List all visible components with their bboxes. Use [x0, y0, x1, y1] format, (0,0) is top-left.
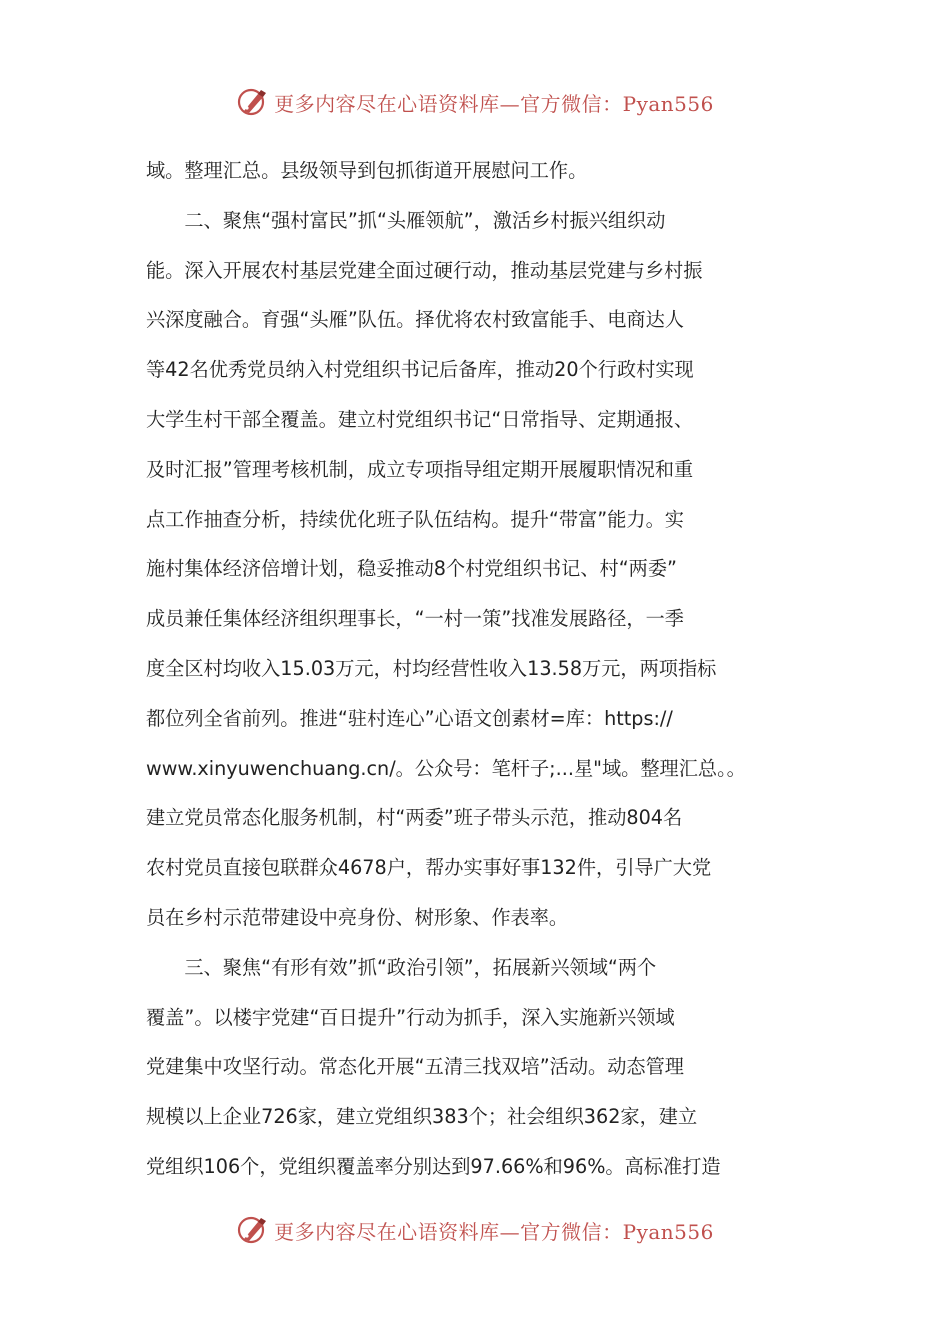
text-line: 成员兼任集体经济组织理事长，“一村一策”找准发展路径，一季 [146, 607, 684, 631]
text-line: 及时汇报”管理考核机制，成立专项指导组定期开展履职情况和重 [146, 457, 694, 481]
text-line: 点工作抽查分析，持续优化班子队伍结构。提升“带富”能力。实 [146, 507, 684, 531]
banner-text: 更多内容尽在心语资料库—官方微信：Pyan556 [274, 1219, 714, 1244]
text-line: 能。深入开展农村基层党建全面过硬行动，推动基层党建与乡村振 [146, 258, 703, 282]
text-line: 员在乡村示范带建设中亮身份、树形象、作表率。 [146, 905, 569, 929]
text-line: www.xinyuwenchuang.cn/。公众号：笔杆子;...星"域。整理汇总。。 [146, 756, 746, 780]
text-line: 域。整理汇总。县级领导到包抓街道开展慰问工作。 [146, 159, 588, 182]
text-line: 党组织106个，党组织覆盖率分别达到97.66%和96%。高标准打造 [146, 1154, 721, 1178]
document-body [146, 146, 806, 1192]
text-line: 兴深度融合。育强“头雁”队伍。择优将农村致富能手、电商达人 [146, 308, 684, 332]
footer-banner [0, 1208, 950, 1252]
text-line: 施村集体经济倍增计划，稳妥推动8个村党组织书记、村“两委” [146, 557, 677, 581]
text-line: 党建集中攻坚行动。常态化开展“五清三找双培”活动。动态管理 [146, 1055, 684, 1079]
text-line: 二、聚焦“强村富民”抓“头雁领航”，激活乡村振兴组织动 [146, 208, 666, 232]
header-banner [0, 80, 950, 124]
text-line: 等42名优秀党员纳入村党组织书记后备库，推动20个行政村实现 [146, 358, 694, 382]
text-line: 覆盖”。以楼宇党建“百日提升”行动为抓手，深入实施新兴领域 [146, 1005, 675, 1029]
text-line: 都位列全省前列。推进“驻村连心”心语文创素材=库：https:// [146, 706, 673, 730]
pen-nib-logo-icon [236, 85, 270, 119]
text-line: 农村党员直接包联群众4678户，帮办实事好事132件，引导广大党 [146, 856, 712, 880]
text-line: 度全区村均收入15.03万元，村均经营性收入13.58万元，两项指标 [146, 656, 717, 680]
text-line: 三、聚焦“有形有效”抓“政治引领”，拓展新兴领域“两个 [146, 955, 657, 979]
text-line: 大学生村干部全覆盖。建立村党组织书记“日常指导、定期通报、 [146, 407, 694, 431]
banner-text: 更多内容尽在心语资料库—官方微信：Pyan556 [274, 91, 714, 116]
pen-nib-logo-icon [236, 1213, 270, 1247]
text-line: 建立党员常态化服务机制，村“两委”班子带头示范，推动804名 [146, 806, 683, 830]
text-line: 规模以上企业726家，建立党组织383个；社会组织362家，建立 [146, 1105, 698, 1129]
